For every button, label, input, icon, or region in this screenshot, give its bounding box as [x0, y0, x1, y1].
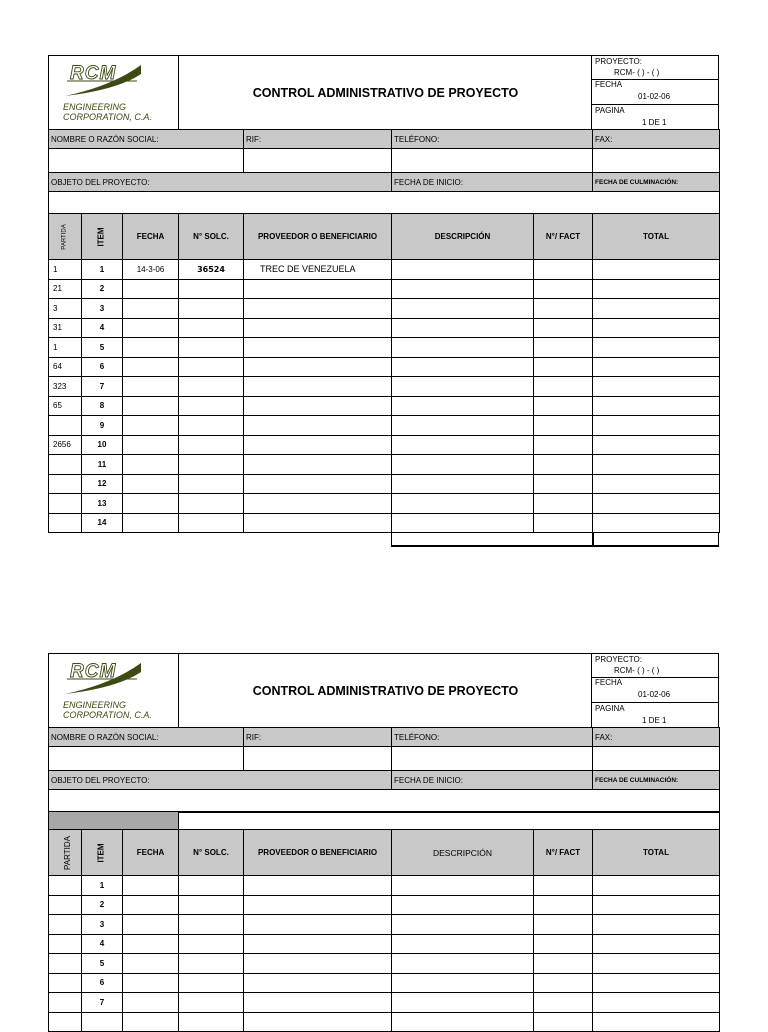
col-item-label: ITEM	[96, 226, 106, 247]
fecha-value[interactable]: 01-02-06	[638, 92, 671, 101]
fax-label: FAX:	[593, 130, 720, 149]
cell-fecha[interactable]	[123, 279, 179, 299]
cell-proveedor[interactable]	[244, 396, 392, 416]
rif-field[interactable]	[244, 149, 392, 173]
cell-fact[interactable]	[534, 915, 593, 935]
cell-descripcion[interactable]	[392, 455, 534, 475]
table-row	[49, 338, 720, 358]
cell-item[interactable]: 10	[82, 435, 123, 455]
cell-descripcion[interactable]	[392, 318, 534, 338]
cell-solc[interactable]	[179, 279, 244, 299]
nombre-label: NOMBRE O RAZÓN SOCIAL:	[49, 728, 244, 747]
cell-item[interactable]: 6	[82, 357, 123, 377]
form-title: CONTROL ADMINISTRATIVO DE PROYECTO	[252, 85, 519, 100]
cell-fecha[interactable]	[123, 377, 179, 397]
cell-fact[interactable]	[534, 279, 593, 299]
cell-item[interactable]: 7	[82, 993, 123, 1013]
cell-solc[interactable]	[179, 318, 244, 338]
table-row	[49, 494, 720, 514]
cell-solc[interactable]	[179, 377, 244, 397]
company-logo	[49, 654, 179, 727]
cell-fact[interactable]	[534, 934, 593, 954]
cell-descripcion[interactable]	[392, 934, 534, 954]
table-row	[49, 416, 720, 436]
cell-partida[interactable]	[49, 455, 82, 475]
fax-label: FAX:	[593, 728, 720, 747]
cell-proveedor[interactable]	[244, 1012, 392, 1032]
table-row	[49, 915, 720, 935]
objeto-label: OBJETO DEL PROYECTO:	[49, 173, 392, 192]
cell-fact[interactable]	[534, 260, 593, 280]
cell-solc[interactable]	[179, 513, 244, 533]
cell-partida[interactable]: 323	[49, 377, 82, 397]
cell-partida[interactable]: 1	[49, 260, 82, 280]
cell-descripcion[interactable]	[392, 954, 534, 974]
cell-partida[interactable]	[49, 915, 82, 935]
proyecto-value[interactable]: RCM- ( ) - ( )	[614, 68, 660, 77]
cell-fecha[interactable]	[123, 455, 179, 475]
fecha-inicio-label: FECHA DE INICIO:	[392, 771, 593, 790]
cell-solc[interactable]	[179, 416, 244, 436]
cell-partida[interactable]: 21	[49, 279, 82, 299]
cell-fecha[interactable]	[123, 876, 179, 896]
cell-total[interactable]	[593, 279, 720, 299]
table-row	[49, 377, 720, 397]
cell-item[interactable]	[82, 1012, 123, 1032]
cell-fecha[interactable]	[123, 416, 179, 436]
cell-descripcion[interactable]	[392, 915, 534, 935]
cell-solc[interactable]	[179, 876, 244, 896]
cell-fecha[interactable]	[123, 318, 179, 338]
cell-item[interactable]: 9	[82, 416, 123, 436]
col-item	[82, 830, 123, 876]
cell-fecha[interactable]	[123, 494, 179, 514]
cell-proveedor[interactable]	[244, 338, 392, 358]
rif-label: RIF:	[244, 130, 392, 149]
company-logo	[49, 56, 179, 129]
cell-descripcion[interactable]	[392, 396, 534, 416]
table-row	[49, 260, 720, 280]
rif-label: RIF:	[244, 728, 392, 747]
pagina-value: 1 DE 1	[642, 716, 667, 725]
cell-solc[interactable]	[179, 474, 244, 494]
cell-item[interactable]: 13	[82, 494, 123, 514]
cell-solc[interactable]	[179, 915, 244, 935]
cell-total[interactable]	[593, 494, 720, 514]
cell-descripcion[interactable]	[392, 1012, 534, 1032]
gray-band-row	[49, 812, 720, 830]
cell-fact[interactable]	[534, 435, 593, 455]
cell-item[interactable]: 6	[82, 973, 123, 993]
fecha-culminacion-label: FECHA DE CULMINACIÓN:	[593, 771, 720, 790]
cell-descripcion[interactable]	[392, 416, 534, 436]
table-row	[49, 934, 720, 954]
cell-solc[interactable]	[179, 338, 244, 358]
col-partida	[49, 214, 82, 260]
cell-fact[interactable]	[534, 993, 593, 1013]
form-table	[48, 129, 720, 533]
cell-descripcion[interactable]	[392, 299, 534, 319]
project-info	[591, 654, 718, 727]
cell-total[interactable]	[593, 299, 720, 319]
cell-fecha[interactable]	[123, 474, 179, 494]
cell-partida[interactable]: 3	[49, 299, 82, 319]
cell-total[interactable]	[593, 396, 720, 416]
col-item	[82, 214, 123, 260]
cell-proveedor[interactable]	[244, 876, 392, 896]
cell-fecha[interactable]	[123, 973, 179, 993]
cell-fact[interactable]	[534, 513, 593, 533]
pagina-value: 1 DE 1	[642, 118, 667, 127]
col-descripcion: DESCRIPCIÓN	[392, 214, 534, 260]
cell-total[interactable]	[593, 954, 720, 974]
cell-partida[interactable]	[49, 993, 82, 1013]
cell-proveedor[interactable]	[244, 279, 392, 299]
cell-partida[interactable]: 1	[49, 338, 82, 358]
cell-total[interactable]	[593, 876, 720, 896]
cell-item[interactable]: 3	[82, 915, 123, 935]
col-fecha: FECHA	[123, 830, 179, 876]
company-line2: CORPORATION, C.A.	[63, 710, 152, 720]
control-form-1	[48, 55, 719, 547]
cell-proveedor[interactable]	[244, 895, 392, 915]
table-row	[49, 396, 720, 416]
cell-fact[interactable]	[534, 455, 593, 475]
cell-fact[interactable]	[534, 396, 593, 416]
nombre-label: NOMBRE O RAZÓN SOCIAL:	[49, 130, 244, 149]
cell-partida[interactable]	[49, 1012, 82, 1032]
cell-solc[interactable]	[179, 396, 244, 416]
table-row	[49, 954, 720, 974]
table-row	[49, 876, 720, 896]
cell-fact[interactable]	[534, 318, 593, 338]
telefono-label: TELÉFONO:	[392, 130, 593, 149]
cell-proveedor[interactable]: TREC DE VENEZUELA	[244, 260, 392, 280]
cell-fact[interactable]	[534, 377, 593, 397]
cell-proveedor[interactable]	[244, 934, 392, 954]
cell-total[interactable]	[593, 455, 720, 475]
cell-fact[interactable]	[534, 954, 593, 974]
rcm-logo-icon	[62, 60, 180, 104]
cell-fecha[interactable]	[123, 1012, 179, 1032]
table-row	[49, 318, 720, 338]
cell-solc[interactable]	[179, 494, 244, 514]
cell-fact[interactable]	[534, 973, 593, 993]
table-row	[49, 435, 720, 455]
cell-fact[interactable]	[534, 357, 593, 377]
cell-descripcion[interactable]	[392, 973, 534, 993]
objeto-field[interactable]	[49, 790, 720, 812]
band-spacer	[179, 812, 720, 830]
cell-total[interactable]	[593, 357, 720, 377]
cell-solc[interactable]	[179, 1012, 244, 1032]
col-proveedor: PROVEEDOR O BENEFICIARIO	[244, 830, 392, 876]
cell-proveedor[interactable]	[244, 318, 392, 338]
company-line2: CORPORATION, C.A.	[63, 112, 152, 122]
cell-total[interactable]	[593, 513, 720, 533]
fecha-value[interactable]: 01-02-06	[638, 690, 671, 699]
cell-partida[interactable]: 2656	[49, 435, 82, 455]
rif-field[interactable]	[244, 747, 392, 771]
col-fact: N°/ FACT	[534, 214, 593, 260]
cell-fecha[interactable]	[123, 357, 179, 377]
cell-descripcion[interactable]	[392, 895, 534, 915]
cell-fecha[interactable]	[123, 513, 179, 533]
cell-item[interactable]: 12	[82, 474, 123, 494]
cell-total[interactable]	[593, 934, 720, 954]
cell-descripcion[interactable]	[392, 513, 534, 533]
cell-proveedor[interactable]	[244, 954, 392, 974]
cell-total[interactable]	[593, 435, 720, 455]
nombre-field[interactable]	[49, 149, 244, 173]
cell-item[interactable]: 2	[82, 895, 123, 915]
cell-solc[interactable]	[179, 934, 244, 954]
cell-proveedor[interactable]	[244, 357, 392, 377]
nombre-field[interactable]	[49, 747, 244, 771]
pagina-label: PAGINA	[595, 106, 625, 115]
cell-partida[interactable]	[49, 973, 82, 993]
cell-fact[interactable]	[534, 494, 593, 514]
cell-proveedor[interactable]	[244, 915, 392, 935]
col-solc: N° SOLC.	[179, 214, 244, 260]
cell-partida[interactable]	[49, 513, 82, 533]
cell-total[interactable]	[593, 973, 720, 993]
svg-text:RCM: RCM	[70, 661, 117, 682]
form-header	[48, 55, 719, 129]
cell-proveedor[interactable]	[244, 377, 392, 397]
cell-fact[interactable]	[534, 338, 593, 358]
cell-item[interactable]: 4	[82, 934, 123, 954]
cell-item[interactable]: 1	[82, 260, 123, 280]
form-title: CONTROL ADMINISTRATIVO DE PROYECTO	[252, 683, 519, 698]
cell-fecha[interactable]	[123, 299, 179, 319]
cell-partida[interactable]: 64	[49, 357, 82, 377]
cell-item[interactable]: 4	[82, 318, 123, 338]
proyecto-label: PROYECTO:	[595, 655, 642, 664]
cell-proveedor[interactable]	[244, 299, 392, 319]
objeto-label: OBJETO DEL PROYECTO:	[49, 771, 392, 790]
form-table	[48, 727, 720, 1032]
cell-item[interactable]: 5	[82, 338, 123, 358]
cell-proveedor[interactable]	[244, 513, 392, 533]
col-partida-label: PARTIDA	[62, 835, 72, 870]
cell-fecha[interactable]	[123, 895, 179, 915]
table-row	[49, 299, 720, 319]
cell-item[interactable]: 8	[82, 396, 123, 416]
company-name	[63, 102, 152, 122]
proyecto-label: PROYECTO:	[595, 57, 642, 66]
table-row	[49, 357, 720, 377]
company-name	[63, 700, 152, 720]
table-row	[49, 279, 720, 299]
cell-fact[interactable]	[534, 876, 593, 896]
cell-partida[interactable]	[49, 954, 82, 974]
cell-item[interactable]: 11	[82, 455, 123, 475]
cell-total[interactable]	[593, 915, 720, 935]
cell-partida[interactable]	[49, 494, 82, 514]
cell-proveedor[interactable]	[244, 973, 392, 993]
cell-fact[interactable]	[534, 895, 593, 915]
cell-partida[interactable]: 65	[49, 396, 82, 416]
col-total: TOTAL	[593, 214, 720, 260]
col-partida	[49, 830, 82, 876]
cell-solc[interactable]	[179, 993, 244, 1013]
fecha-culminacion-label: FECHA DE CULMINACIÓN:	[593, 173, 720, 192]
cell-solc[interactable]	[179, 299, 244, 319]
cell-item[interactable]: 5	[82, 954, 123, 974]
fecha-label: FECHA	[595, 678, 623, 687]
telefono-field[interactable]	[392, 149, 593, 173]
table-row	[49, 973, 720, 993]
form-header	[48, 653, 719, 727]
cell-fecha[interactable]	[123, 396, 179, 416]
col-partida-label: PARTIDA	[61, 224, 68, 250]
col-total: TOTAL	[593, 830, 720, 876]
cell-fecha[interactable]	[123, 954, 179, 974]
svg-text:RCM: RCM	[70, 63, 117, 84]
cell-solc[interactable]	[179, 895, 244, 915]
company-line1: ENGINEERING	[63, 102, 127, 112]
cell-fecha[interactable]	[123, 435, 179, 455]
cell-descripcion[interactable]	[392, 435, 534, 455]
table-row	[49, 513, 720, 533]
objeto-field[interactable]	[49, 192, 720, 214]
proyecto-value[interactable]: RCM- ( ) - ( )	[614, 666, 660, 675]
cell-total[interactable]	[593, 1012, 720, 1032]
cell-proveedor[interactable]	[244, 494, 392, 514]
cell-proveedor[interactable]	[244, 416, 392, 436]
cell-total[interactable]	[593, 416, 720, 436]
cell-item[interactable]: 3	[82, 299, 123, 319]
cell-descripcion[interactable]	[392, 338, 534, 358]
cell-fecha[interactable]	[123, 915, 179, 935]
telefono-field[interactable]	[392, 747, 593, 771]
col-descripcion: DESCRIPCIÓN	[392, 830, 534, 876]
cell-solc[interactable]	[179, 973, 244, 993]
fecha-inicio-label: FECHA DE INICIO:	[392, 173, 593, 192]
cell-fact[interactable]	[534, 474, 593, 494]
col-solc: N° SOLC.	[179, 830, 244, 876]
cell-solc[interactable]	[179, 455, 244, 475]
col-proveedor: PROVEEDOR O BENEFICIARIO	[244, 214, 392, 260]
rcm-logo-icon	[62, 658, 180, 702]
cell-descripcion[interactable]	[392, 494, 534, 514]
totals-lines	[48, 533, 719, 547]
cell-fecha[interactable]	[123, 993, 179, 1013]
table-row	[49, 474, 720, 494]
table-row	[49, 455, 720, 475]
table-row	[49, 1012, 720, 1032]
cell-fecha[interactable]: 14-3-06	[123, 260, 179, 280]
cell-proveedor[interactable]	[244, 455, 392, 475]
cell-item[interactable]: 14	[82, 513, 123, 533]
cell-item[interactable]: 1	[82, 876, 123, 896]
cell-descripcion[interactable]	[392, 876, 534, 896]
telefono-label: TELÉFONO:	[392, 728, 593, 747]
col-fact: N°/ FACT	[534, 830, 593, 876]
cell-proveedor[interactable]	[244, 474, 392, 494]
cell-proveedor[interactable]	[244, 993, 392, 1013]
cell-total[interactable]	[593, 318, 720, 338]
fecha-label: FECHA	[595, 80, 623, 89]
cell-descripcion[interactable]	[392, 474, 534, 494]
table-row	[49, 993, 720, 1013]
cell-solc[interactable]: 36524	[179, 260, 244, 280]
cell-total[interactable]	[593, 993, 720, 1013]
cell-fact[interactable]	[534, 1012, 593, 1032]
cell-fact[interactable]	[534, 416, 593, 436]
cell-descripcion[interactable]	[392, 993, 534, 1013]
gray-band	[49, 812, 179, 830]
company-line1: ENGINEERING	[63, 700, 127, 710]
cell-fecha[interactable]	[123, 934, 179, 954]
cell-partida[interactable]	[49, 934, 82, 954]
cell-partida[interactable]	[49, 474, 82, 494]
cell-item[interactable]: 7	[82, 377, 123, 397]
cell-partida[interactable]	[49, 416, 82, 436]
col-fecha: FECHA	[123, 214, 179, 260]
cell-descripcion[interactable]	[392, 260, 534, 280]
cell-fact[interactable]	[534, 299, 593, 319]
col-item-label: ITEM	[96, 842, 106, 863]
cell-descripcion[interactable]	[392, 279, 534, 299]
cell-total[interactable]	[593, 338, 720, 358]
cell-proveedor[interactable]	[244, 435, 392, 455]
cell-partida[interactable]	[49, 895, 82, 915]
cell-partida[interactable]: 31	[49, 318, 82, 338]
project-info	[591, 56, 718, 129]
cell-fecha[interactable]	[123, 338, 179, 358]
cell-descripcion[interactable]	[392, 377, 534, 397]
cell-solc[interactable]	[179, 954, 244, 974]
table-row	[49, 895, 720, 915]
cell-solc[interactable]	[179, 435, 244, 455]
pagina-label: PAGINA	[595, 704, 625, 713]
cell-descripcion[interactable]	[392, 357, 534, 377]
cell-total[interactable]	[593, 260, 720, 280]
fax-field[interactable]	[593, 747, 720, 771]
cell-item[interactable]: 2	[82, 279, 123, 299]
cell-partida[interactable]	[49, 876, 82, 896]
control-form-2	[48, 653, 719, 1032]
cell-total[interactable]	[593, 895, 720, 915]
cell-solc[interactable]	[179, 357, 244, 377]
fax-field[interactable]	[593, 149, 720, 173]
cell-total[interactable]	[593, 474, 720, 494]
cell-total[interactable]	[593, 377, 720, 397]
